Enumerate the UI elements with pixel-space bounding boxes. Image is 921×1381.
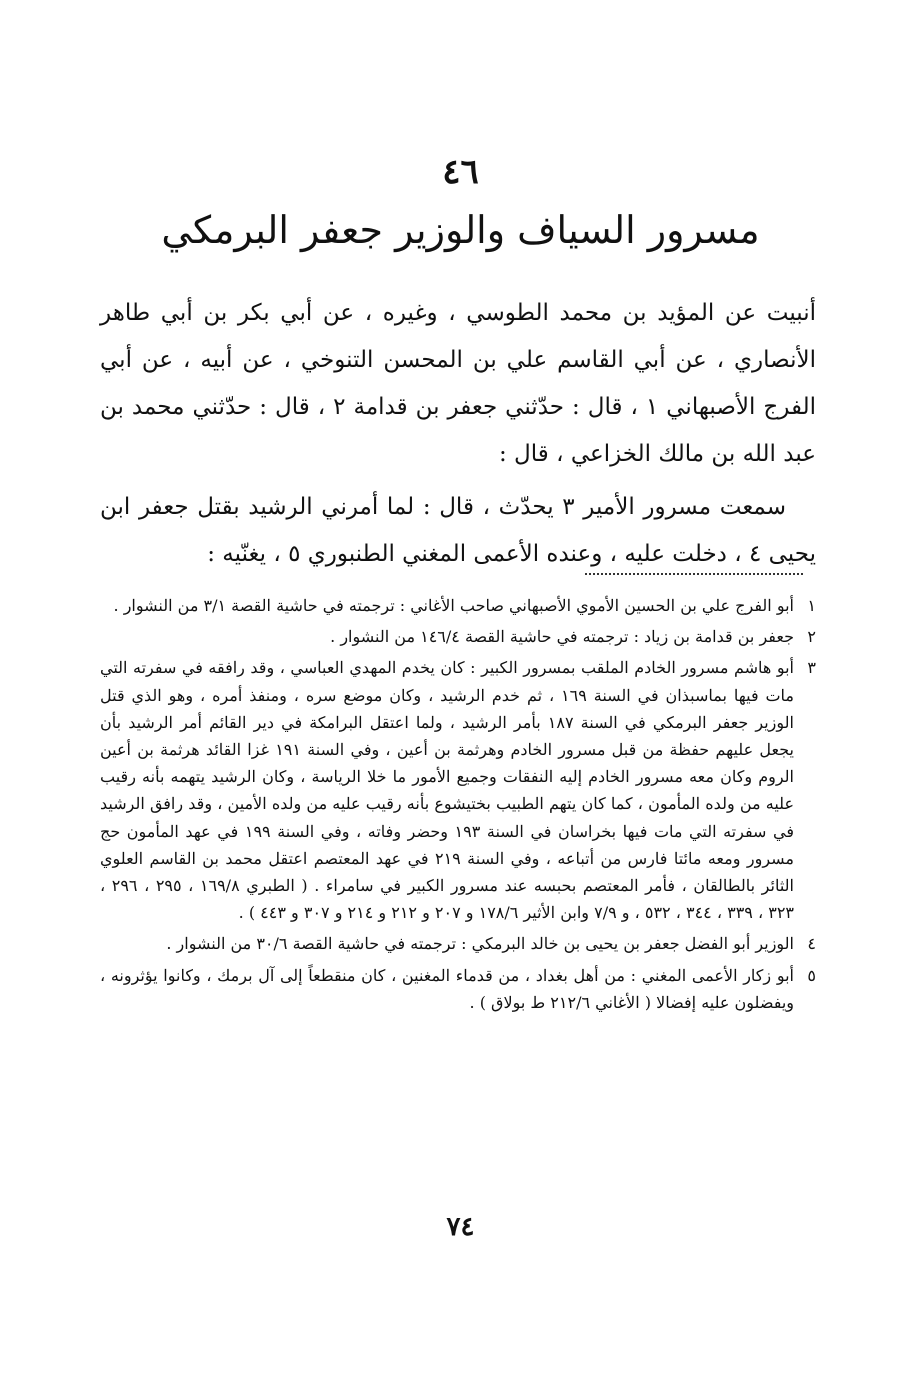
story-title: مسرور السياف والوزير جعفر البرمكي [161,208,760,252]
paragraph: أنبيت عن المؤيد بن محمد الطوسي ، وغيره ، عن أبي بكر بن أبي طاهر الأنصاري ، عن أبي القاسم علي بن المحسن التنوخي ، عن أبيه ، عن أبي الفرج الأصبهاني ١ ، قال : حدّثني جعفر بن قدامة ٢ ، قال : حدّثني محمد بن عبد الله بن مالك الخزاعي ، قال : [100,300,816,467]
main-text [100,290,816,584]
page-number: ٧٤ [446,1212,475,1242]
story-number: ٤٦ [442,152,479,192]
footnote [100,654,816,926]
footnote-text: أبو زكار الأعمى المغني : من أهل بغداد ، من قدماء المغنين ، كان منقطعاً إلى آل برمك ، وكانوا يؤثرونه ، ويفضلون عليه إفضالا ( الأغاني ٢١٢/٦ ط بولاق ) . [100,965,794,1012]
footnote [100,623,816,650]
footnote-text: أبو الفرج علي بن الحسين الأموي الأصبهاني صاحب الأغاني : ترجمته في حاشية القصة ٣/١ من النشوار . [113,596,794,615]
footnote-separator [585,573,803,575]
footnotes [100,592,816,1020]
footnote-number: ٢ [807,627,816,647]
footnote [100,962,816,1016]
footnote-text: الوزير أبو الفضل جعفر بن يحيى بن خالد البرمكي : ترجمته في حاشية القصة ٣٠/٦ من النشوار . [166,934,794,954]
footnote-text: أبو هاشم مسرور الخادم الملقب بمسرور الكبير : كان يخدم المهدي العباسي ، وقد رافقه في سفرته التي مات فيها بماسبذان في السنة ١٦٩ ، ثم خدم الرشيد ، وكان موضع سره ، ومنفذ أمره ، وهو الذي قتل الوزير جعفر البرمكي في السنة ١٨٧ بأمر الرشيد ، ولما اعتقل البرامكة في دير القائم أمر الرشيد بأن يجعل عليهم حفظة من قبل مسرور الخادم وهرثمة بن أعين ، وفي السنة ١٩١ غزا القائد هرثمة بن أعين الروم وكان معه مسرور الخادم إليه النفقات وجميع الأمور ما خلا الرياسة ، وكان الرشيد يتهمه بأنه رقيب عليه من ولده المأمون ، كما كان يتهم الطبيب بختيشوع بأنه رقيب عليه من ولده الأمين ، وقد رافق الرشيد في سفرته التي مات فيها بخراسان في السنة ١٩٣ وحضر وفاته ، وفي السنة ١٩٩ في عهد المأمون حج مسرور ومعه مائتا فارس من أتباعه ، وفي السنة ٢١٩ في عهد المعتصم اعتقل محمد بن القاسم العلوي الثائر بالطالقان ، فأمر المعتصم بحبسه عند مسرور الكبير في سامراء . ( الطبري ١٦٩/٨ ، ٢٩٥ ، ٢٩٦ ، ٣٢٣ ، ٣٣٩ ، ٣٤٤ ، ٥٣٢ ، و ٧/٩ وابن الأثير ١٧٨/٦ و ٢٠٧ و ٢١٢ و ٢١٤ و ٣٠٧ و ٤٤٣ ) . [100,658,795,923]
footnote-number: ٥ [807,965,816,985]
footnote-number: ٤ [807,934,816,954]
footnote-text: جعفر بن قدامة بن زياد : ترجمته في حاشية القصة ١٤٦/٤ من النشوار . [330,627,794,647]
footnote [100,930,816,957]
footnote-number: ١ [807,596,816,615]
footnote [100,592,816,619]
paragraph: سمعت مسرور الأمير ٣ يحدّث ، قال : لما أمرني الرشيد بقتل جعفر ابن يحيى ٤ ، دخلت عليه ، وعنده الأعمى المغني الطنبوري ٥ ، يغنّيه : [100,494,816,567]
footnote-number: ٣ [807,658,816,678]
